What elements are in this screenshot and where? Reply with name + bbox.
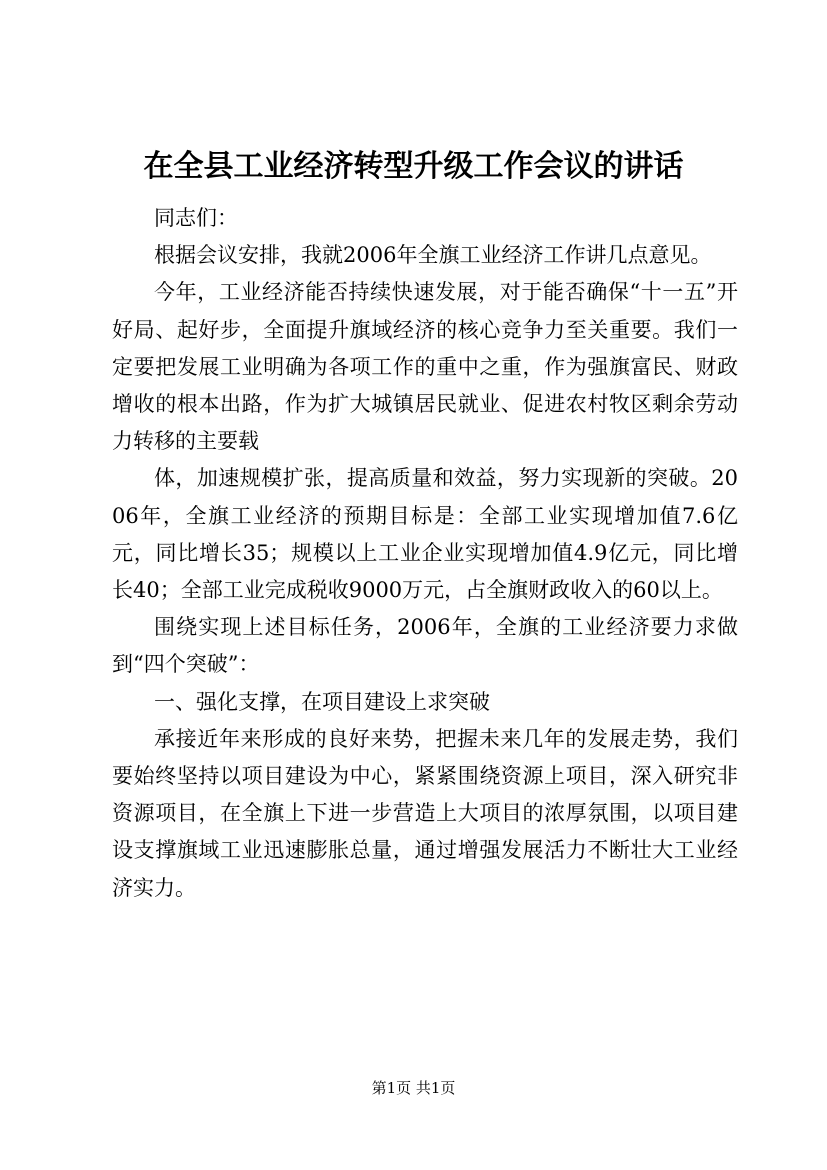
paragraph: 围绕实现上述目标任务，2006年，全旗的工业经济要力求做到“四个突破”： <box>112 615 738 677</box>
paragraph: 承接近年来形成的良好来势，把握未来几年的发展走势，我们要始终坚持以项目建设为中心，紧紧围绕资源上项目，深入研究非资源项目，在全旗上下进一步营造上大项目的浓厚氛围，以项目建设支撑旗域工业迅速膨胀总量，通过增强发展活力不断壮大工业经济实力。 <box>112 726 738 900</box>
document-body <box>112 200 738 907</box>
paragraph: 根据会议安排，我就2006年全旗工业经济工作讲几点意见。 <box>154 243 712 268</box>
paragraph: 今年，工业经济能否持续快速发展，对于能否确保“十一五”开好局、起好步，全面提升旗域经济的核心竞争力至关重要。我们一定要把发展工业明确为各项工作的重中之重，作为强旗富民、财政增收的根本出路，作为扩大城镇居民就业、促进农村牧区剩余劳动力转移的主要载 <box>112 280 738 454</box>
page-footer: 第1页 共1页 <box>371 1079 456 1097</box>
section-heading: 一、强化支撑，在项目建设上求突破 <box>154 689 490 714</box>
paragraph: 体，加速规模扩张，提高质量和效益，努力实现新的突破。2006年，全旗工业经济的预期目标是：全部工业实现增加值7.6亿元，同比增长35；规模以上工业企业实现增加值4.9亿元，同比增长40；全部工业完成税收9000万元，占全旗财政收入的60以上。 <box>112 466 738 603</box>
document-title: 在全县工业经济转型升级工作会议的讲话 <box>143 149 684 184</box>
paragraph-salutation: 同志们： <box>154 206 238 230</box>
